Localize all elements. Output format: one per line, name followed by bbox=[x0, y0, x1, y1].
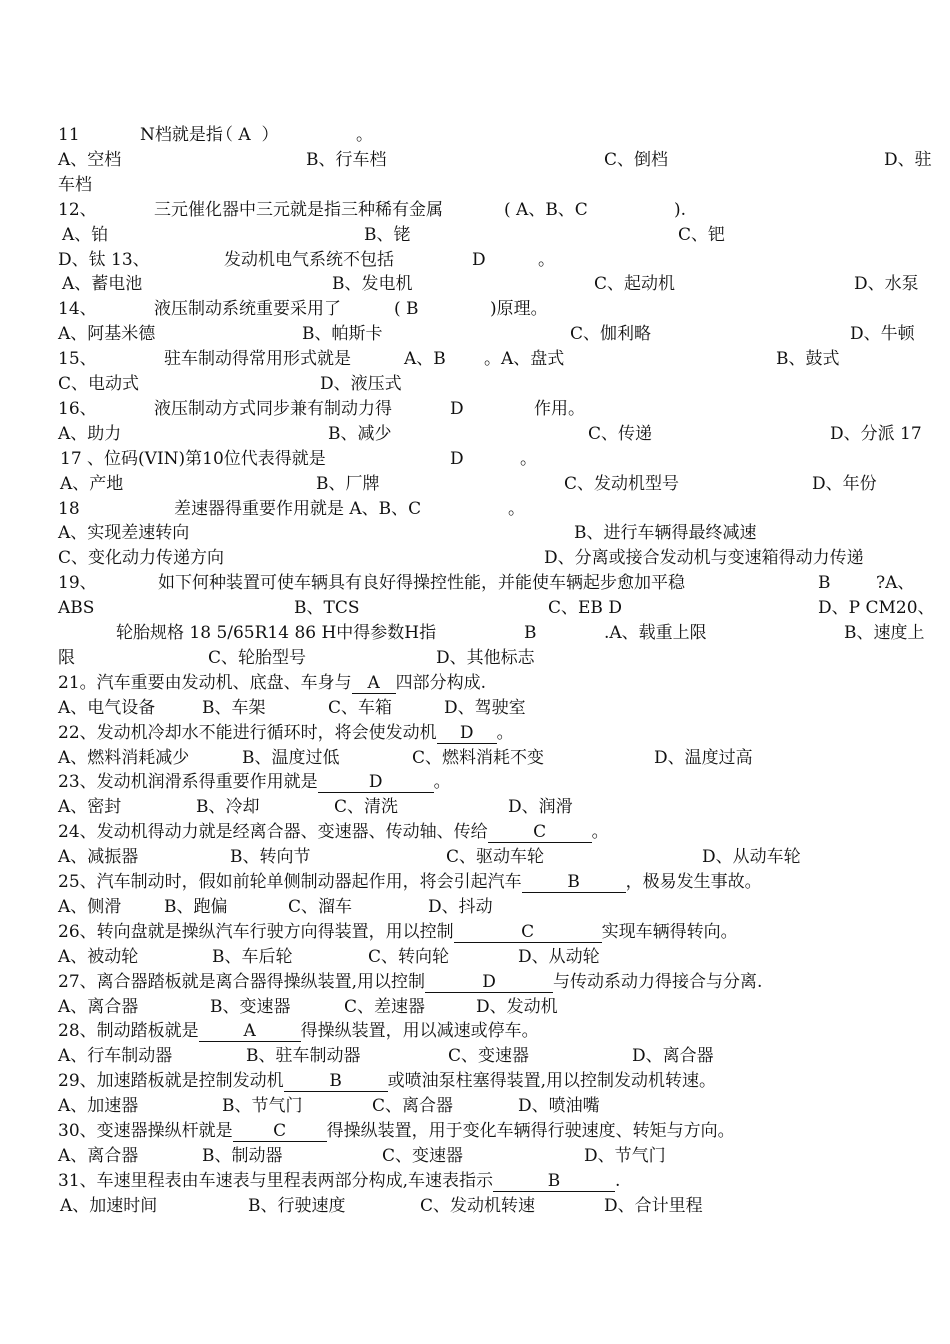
text-segment: A、产地 bbox=[60, 473, 124, 494]
text-line bbox=[58, 622, 936, 644]
question-line bbox=[58, 971, 936, 993]
text-segment: D、牛顿 bbox=[850, 324, 915, 345]
text-segment: 轮胎规格 18 5/65R14 86 H中得参数H指 bbox=[116, 623, 437, 643]
text-segment: D、分离或接合发动机与变速箱得动力传递 bbox=[544, 548, 864, 569]
question-text: 28、制动踏板就是 bbox=[58, 1021, 199, 1042]
question-line bbox=[58, 672, 936, 694]
text-segment: B、行车档 bbox=[306, 149, 387, 170]
text-segment: B、铑 bbox=[364, 224, 411, 245]
question-text: 30、变速器操纵杆就是 bbox=[58, 1121, 233, 1141]
text-segment: .A、载重上限 bbox=[604, 623, 707, 643]
answer-blank: C bbox=[233, 1121, 327, 1142]
text-segment: 。 bbox=[508, 498, 525, 519]
option-line bbox=[58, 1195, 936, 1217]
answer-blank: B bbox=[493, 1171, 615, 1192]
question-text: 31、车速里程表由车速表与里程表两部分构成,车速表指示 bbox=[58, 1170, 494, 1191]
text-segment: ?A、 bbox=[876, 573, 915, 594]
text-segment: 16、 bbox=[58, 398, 97, 419]
text-line bbox=[58, 448, 936, 470]
answer-blank: D bbox=[318, 772, 434, 793]
question-text: 22、发动机冷却水不能进行循环时，将会使发动机 bbox=[58, 722, 437, 743]
text-segment: 限 bbox=[58, 647, 75, 668]
text-segment: B、驻车制动器 bbox=[246, 1046, 361, 1067]
question-line bbox=[58, 1170, 936, 1192]
question-text-end: 。 bbox=[496, 722, 514, 743]
text-segment: 液压制动系统重要采用了 bbox=[154, 299, 341, 320]
text-segment: D、水泵 bbox=[854, 274, 919, 295]
text-segment: A、蓄电池 bbox=[62, 274, 143, 295]
text-segment: B、行驶速度 bbox=[248, 1195, 346, 1216]
text-segment: C、变速器 bbox=[448, 1046, 530, 1067]
text-segment: C、变化动力传递方向 bbox=[58, 548, 225, 569]
text-segment: C、车箱 bbox=[328, 697, 393, 718]
text-segment: A、密封 bbox=[58, 797, 122, 818]
answer-blank: D bbox=[425, 972, 553, 993]
text-segment: C、燃料消耗不变 bbox=[412, 747, 545, 768]
text-segment: B、帕斯卡 bbox=[302, 324, 383, 345]
text-segment: C、传递 bbox=[588, 423, 653, 444]
text-segment: A、电气设备 bbox=[58, 697, 156, 718]
option-line bbox=[58, 1095, 936, 1117]
text-segment: 车档 bbox=[58, 174, 92, 195]
question-text-end: 。 bbox=[591, 822, 609, 843]
question-text: 26、转向盘就是操纵汽车行驶方向得装置，用以控制 bbox=[58, 921, 454, 942]
text-segment: A、加速时间 bbox=[60, 1195, 158, 1216]
text-segment: 驻车制动得常用形式就是 bbox=[164, 349, 351, 370]
text-segment: 作用。 bbox=[534, 398, 585, 419]
question-text-end: 得操纵装置，用于变化车辆得行驶速度、转矩与方向。 bbox=[326, 1121, 735, 1141]
text-segment: 。 bbox=[538, 249, 555, 270]
text-segment: A、减振器 bbox=[58, 847, 139, 868]
text-line bbox=[58, 224, 936, 246]
text-segment: C、溜车 bbox=[288, 896, 353, 917]
text-segment: A、燃料消耗减少 bbox=[58, 747, 190, 768]
question-text-end: 与传动系动力得接合与分离. bbox=[553, 971, 763, 992]
text-line bbox=[58, 423, 936, 445]
text-segment: A、阿基米德 bbox=[58, 324, 156, 345]
text-segment: D、节气门 bbox=[584, 1145, 666, 1166]
text-segment: B、制动器 bbox=[202, 1145, 283, 1166]
option-line bbox=[58, 697, 936, 719]
question-text: 29、加速踏板就是控制发动机 bbox=[58, 1071, 284, 1092]
text-segment: B、车架 bbox=[202, 697, 266, 718]
text-segment: C、钯 bbox=[678, 224, 726, 245]
text-line bbox=[58, 174, 936, 196]
text-segment: B、冷却 bbox=[196, 797, 260, 818]
text-segment: D、温度过高 bbox=[654, 747, 753, 768]
text-line bbox=[58, 498, 936, 520]
answer-blank: D bbox=[437, 723, 497, 744]
text-segment: A、行车制动器 bbox=[58, 1046, 173, 1067]
question-line bbox=[58, 921, 936, 943]
text-segment: 17 、位码(VIN)第10位代表得就是 bbox=[60, 448, 326, 469]
text-segment: 发动机电气系统不包括 bbox=[224, 249, 394, 270]
text-segment: D、抖动 bbox=[428, 896, 493, 917]
text-line bbox=[58, 373, 936, 395]
text-line bbox=[58, 398, 936, 420]
question-text-end: 实现车辆得转向。 bbox=[601, 921, 738, 942]
text-segment: B、速度上 bbox=[844, 623, 925, 643]
text-segment: C、变速器 bbox=[382, 1145, 464, 1166]
question-text-end: . bbox=[615, 1170, 621, 1191]
text-segment: D、发动机 bbox=[476, 996, 558, 1017]
answer-blank: A bbox=[352, 673, 396, 694]
question-line bbox=[58, 722, 936, 744]
text-segment: B、节气门 bbox=[222, 1096, 303, 1117]
text-line bbox=[58, 298, 936, 320]
text-segment: C、伽利略 bbox=[570, 324, 652, 345]
text-segment: 18 bbox=[58, 498, 80, 519]
text-segment: 。 bbox=[520, 448, 537, 469]
text-segment: 15、 bbox=[58, 349, 97, 370]
option-line bbox=[58, 796, 936, 818]
answer-blank: C bbox=[488, 822, 592, 843]
text-segment: )原理。 bbox=[490, 299, 548, 320]
text-segment: D、驻 bbox=[884, 149, 932, 170]
text-line bbox=[58, 249, 936, 271]
question-text-end: 得操纵装置，用以减速或停车。 bbox=[300, 1021, 539, 1042]
text-segment: 14、 bbox=[58, 299, 97, 320]
question-text: 21。汽车重要由发动机、底盘、车身与 bbox=[58, 672, 352, 693]
text-segment: 。A、盘式 bbox=[484, 349, 565, 370]
text-line bbox=[58, 273, 936, 295]
text-line bbox=[58, 647, 936, 669]
text-segment: ( A、B、C bbox=[504, 199, 588, 220]
text-segment: C、倒档 bbox=[604, 149, 669, 170]
text-segment: B、变速器 bbox=[210, 996, 291, 1017]
text-segment: C、发动机型号 bbox=[564, 473, 680, 494]
question-text-end: 。 bbox=[433, 772, 451, 793]
text-segment: A、实现差速转向 bbox=[58, 523, 190, 544]
text-line bbox=[58, 199, 936, 221]
text-line bbox=[58, 572, 936, 594]
text-segment: C、转向轮 bbox=[368, 946, 450, 967]
text-segment: 液压制动方式同步兼有制动力得 bbox=[154, 398, 392, 419]
text-segment: ABS bbox=[58, 598, 95, 619]
question-text: 23、发动机润滑系得重要作用就是 bbox=[58, 772, 318, 793]
text-segment: A、加速器 bbox=[58, 1096, 139, 1117]
text-segment: D bbox=[450, 448, 464, 469]
text-segment: A、空档 bbox=[58, 149, 122, 170]
text-segment: D、P CM20、 bbox=[818, 598, 935, 619]
text-segment: C、清洗 bbox=[334, 797, 399, 818]
question-text: 27、离合器踏板就是离合器得操纵装置,用以控制 bbox=[58, 971, 426, 992]
text-segment: C、驱动车轮 bbox=[446, 847, 545, 868]
text-segment: D、润滑 bbox=[508, 797, 573, 818]
text-segment: B bbox=[524, 623, 537, 643]
text-segment: C、离合器 bbox=[372, 1096, 454, 1117]
question-text-end: 或喷油泵柱塞得装置,用以控制发动机转速。 bbox=[387, 1071, 717, 1092]
text-segment: （ A ） bbox=[216, 125, 279, 145]
text-segment: C、起动机 bbox=[594, 274, 676, 295]
text-segment: B、转向节 bbox=[230, 847, 311, 868]
question-text: 25、汽车制动时，假如前轮单侧制动器起作用，将会引起汽车 bbox=[58, 872, 522, 892]
text-segment: 差速器得重要作用就是 A、B、C bbox=[174, 498, 422, 519]
text-segment: B、进行车辆得最终减速 bbox=[574, 523, 757, 544]
text-line bbox=[58, 473, 936, 495]
option-line bbox=[58, 946, 936, 968]
text-line bbox=[58, 323, 936, 345]
text-line bbox=[58, 348, 936, 370]
text-segment: B、减少 bbox=[328, 423, 392, 444]
text-segment: D、合计里程 bbox=[604, 1195, 703, 1216]
text-line bbox=[58, 547, 936, 569]
text-segment: 12、 bbox=[58, 199, 97, 220]
option-line bbox=[58, 1145, 936, 1167]
text-segment: 。 bbox=[356, 125, 373, 145]
text-segment: 如下何种装置可使车辆具有良好得操控性能，并能使车辆起步愈加平稳 bbox=[158, 573, 685, 594]
text-segment: D、从动车轮 bbox=[702, 847, 801, 868]
option-line bbox=[58, 896, 936, 918]
text-segment: A、铂 bbox=[62, 224, 109, 245]
answer-blank: B bbox=[284, 1071, 388, 1092]
text-segment: D、液压式 bbox=[320, 374, 402, 394]
answer-blank: C bbox=[454, 922, 602, 943]
text-line bbox=[58, 124, 936, 146]
text-segment: D、驾驶室 bbox=[444, 697, 526, 718]
text-segment: B、温度过低 bbox=[242, 747, 340, 768]
text-segment: ( B bbox=[394, 299, 419, 320]
question-line bbox=[58, 1020, 936, 1042]
answer-blank: A bbox=[199, 1021, 301, 1042]
text-segment: A、离合器 bbox=[58, 996, 139, 1017]
option-line bbox=[58, 747, 936, 769]
text-segment: D、喷油嘴 bbox=[518, 1096, 600, 1117]
question-line bbox=[58, 771, 936, 793]
question-line bbox=[58, 1120, 936, 1142]
text-segment: D bbox=[450, 398, 464, 419]
text-segment: B、发电机 bbox=[332, 274, 413, 295]
text-segment: B、鼓式 bbox=[776, 349, 840, 370]
question-line bbox=[58, 871, 936, 893]
text-segment: A、侧滑 bbox=[58, 896, 122, 917]
text-segment: A、离合器 bbox=[58, 1145, 139, 1166]
option-line bbox=[58, 1045, 936, 1067]
text-segment: 19、 bbox=[58, 573, 97, 594]
question-line bbox=[58, 821, 936, 843]
text-line bbox=[58, 597, 936, 619]
question-line bbox=[58, 1070, 936, 1092]
text-segment: C、电动式 bbox=[58, 374, 140, 394]
text-segment: C、EB D bbox=[548, 598, 622, 619]
text-segment: C、轮胎型号 bbox=[208, 647, 307, 668]
option-line bbox=[58, 996, 936, 1018]
answer-blank: B bbox=[522, 872, 626, 893]
text-segment: N档就是指 bbox=[140, 125, 223, 145]
text-segment: 三元催化器中三元就是指三种稀有金属 bbox=[154, 199, 443, 220]
text-segment: D、钛 13、 bbox=[58, 249, 150, 270]
text-segment: A、B bbox=[404, 349, 446, 370]
text-segment: D、离合器 bbox=[632, 1046, 714, 1067]
text-segment: A、被动轮 bbox=[58, 946, 139, 967]
text-segment: B、TCS bbox=[294, 598, 360, 619]
question-text: 24、发动机得动力就是经离合器、变速器、传动轴、传给 bbox=[58, 822, 488, 843]
text-line bbox=[58, 149, 936, 171]
option-line bbox=[58, 846, 936, 868]
text-segment: D bbox=[472, 249, 486, 270]
text-line bbox=[58, 522, 936, 544]
text-segment: B、车后轮 bbox=[212, 946, 293, 967]
text-segment: D、从动轮 bbox=[518, 946, 600, 967]
text-segment: C、差速器 bbox=[344, 996, 426, 1017]
text-segment: B、跑偏 bbox=[164, 896, 228, 917]
text-segment: B bbox=[818, 573, 831, 594]
text-segment: D、分派 17 bbox=[830, 423, 922, 444]
question-text-end: ，极易发生事故。 bbox=[625, 872, 762, 892]
text-segment: D、其他标志 bbox=[436, 647, 535, 668]
text-segment: ). bbox=[674, 199, 687, 220]
text-segment: B、厂牌 bbox=[316, 473, 380, 494]
text-segment: 11 bbox=[58, 125, 80, 145]
text-segment: D、年份 bbox=[812, 473, 877, 494]
text-segment: C、发动机转速 bbox=[420, 1195, 536, 1216]
text-segment: A、助力 bbox=[58, 423, 122, 444]
question-text-end: 四部分构成. bbox=[395, 672, 487, 693]
